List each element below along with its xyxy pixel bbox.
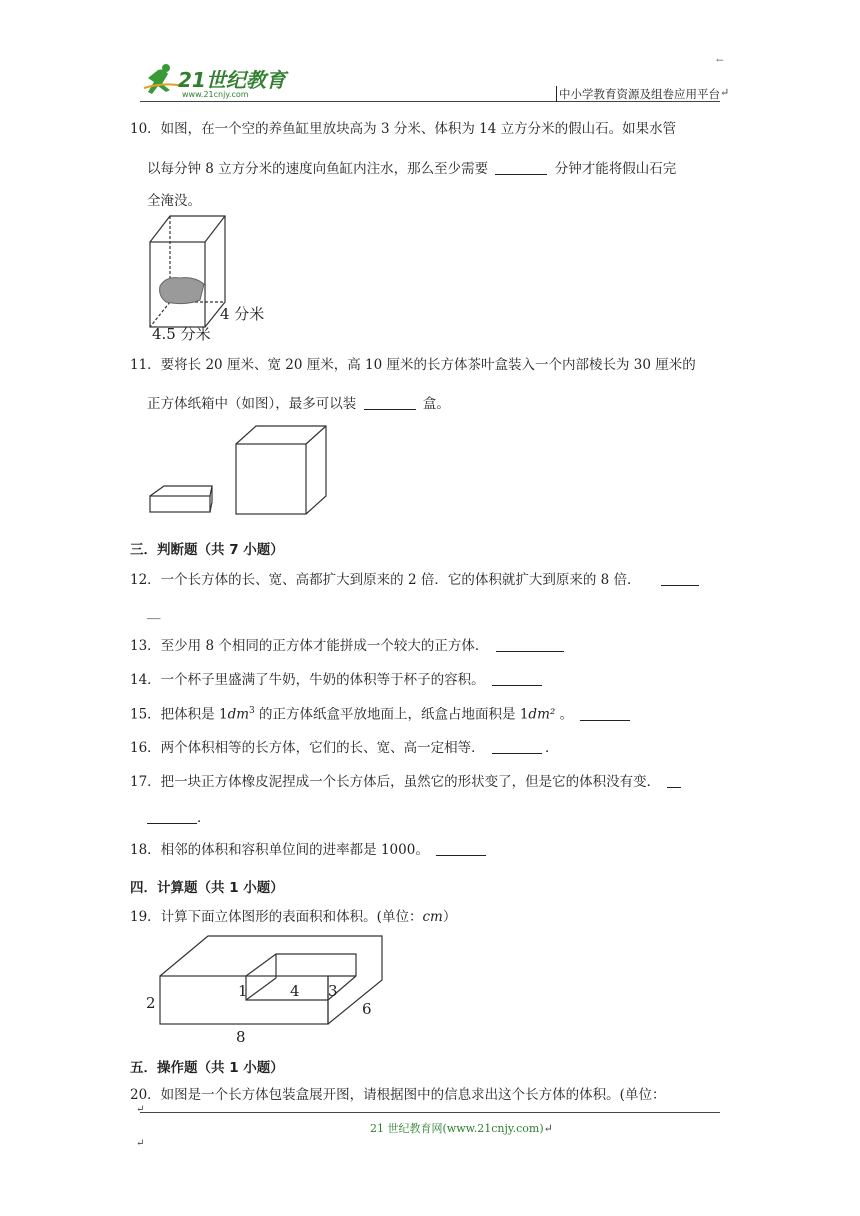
q13 [130,638,567,655]
q15-text-b: 的正方体纸盒平放地面上，纸盒占地面积是 1 [254,706,529,723]
solid-label-8: 8 [236,1028,246,1046]
logo [140,62,290,102]
rock-icon [160,278,204,304]
q16 [130,740,558,757]
q11-answer-blank[interactable] [364,396,416,410]
section-5-title: 五．操作题（共 1 小题） [130,1060,284,1076]
footer-text-content: 21 世纪教育网(www.21cnjy.com) [370,1122,544,1135]
q12-tail: __ [147,604,161,620]
q15-text-c: 。 [555,706,574,723]
q14 [130,672,545,689]
footer-rule [140,1112,720,1113]
q18-answer-blank[interactable] [436,842,486,856]
tank-width-label: 4.5 分米 [152,325,211,343]
footer-return-mark-left: ↵ [136,1104,145,1115]
q16-text: 16．两个体积相等的长方体，它们的长、宽、高一定相等． [130,740,485,756]
q17-text: 17．把一块正方体橡皮泥捏成一个长方体后，虽然它的形状变了，但是它的体积没有变． [130,774,661,790]
boxes-figure [140,420,340,520]
q19-text-b: ） [442,909,457,925]
q17-tail [147,806,211,826]
header-return-mark: ↵ [720,86,730,99]
q17-answer-blank-part2[interactable] [147,810,197,824]
q16-end: ． [544,740,559,756]
header [0,0,860,110]
q15-answer-blank[interactable] [580,707,630,721]
corner-mark: ← [716,56,724,66]
page-end-return-mark: ↵ [136,1138,145,1149]
q10-answer-blank[interactable] [495,161,547,175]
q19 [130,910,456,926]
q11-line2-text: 正方体纸箱中（如图），最多可以装 [147,396,357,412]
solid-label-3: 3 [328,982,338,1000]
q10-line2 [147,157,676,177]
solid-label-6: 6 [362,1000,372,1018]
q14-text: 14．一个杯子里盛满了牛奶，牛奶的体积等于杯子的容积。 [130,672,485,688]
q13-answer-blank[interactable] [496,638,564,652]
solid-label-2: 2 [146,994,156,1012]
q12 [130,572,702,589]
q13-text: 13．至少用 8 个相同的正方体才能拼成一个较大的正方体． [130,638,489,654]
q17 [130,774,684,791]
solid-label-1: 1 [238,982,248,1000]
q18 [130,842,489,859]
q15-sup: 3 [249,706,255,716]
fish-tank-figure [140,210,280,345]
q12-text: 12．一个长方体的长、宽、高都扩大到原来的 2 倍．它的体积就扩大到原来的 8 倍． [130,572,641,588]
q15 [130,706,633,723]
logo-url: www.21cnjy.com [182,90,249,99]
q16-answer-blank[interactable] [492,740,542,754]
q11-line2-tail: 盒。 [422,396,450,412]
section-4-title: 四．计算题（共 1 小题） [130,880,284,896]
q10-line1: 10．如图，在一个空的养鱼缸里放块高为 3 分米、体积为 14 立方分米的假山石。如果水管 [130,121,677,137]
q19-unit: cm [422,909,443,925]
q15-text-a: 15．把体积是 1 [130,706,228,723]
footer-text [370,1120,553,1136]
solid-label-4: 4 [290,982,300,1000]
q11-line2 [147,392,450,412]
stepped-solid-figure [140,930,390,1050]
q12-answer-blank[interactable] [661,572,699,586]
q14-answer-blank[interactable] [492,672,542,686]
footer-return-mark: ↵ [543,1122,553,1135]
q11-line1: 11．要将长 20 厘米、宽 20 厘米，高 10 厘米的长方体茶叶盒装入一个内部棱长为 30 厘米的 [130,357,696,373]
platform-name: 中小学教育资源及组卷应用平台 [556,86,720,102]
q19-text-a: 19．计算下面立体图形的表面积和体积。(单位： [130,909,423,925]
logo-text: 21世纪教育 [178,68,286,92]
q10-line2-text: 以每分钟 8 立方分米的速度向鱼缸内注水，那么至少需要 [147,161,489,177]
q10-line3: 全淹没。 [147,193,201,209]
tank-height-label: 4 分米 [220,305,265,323]
section-3-title: 三．判断题（共 7 小题） [130,542,284,558]
q18-text: 18．相邻的体积和容积单位间的进率都是 1000。 [130,842,429,858]
q15-unit-2: dm² [528,706,556,723]
q10-line2-tail: 分钟才能将假山石完 [554,161,677,177]
q17-answer-blank-part1[interactable] [667,774,681,788]
q15-unit-1: dm [227,706,250,723]
q20: 20．如图是一个长方体包装盒展开图，请根据图中的信息求出这个长方体的体积。(单位： [130,1087,666,1103]
q17-tail-text: ． [197,810,211,826]
